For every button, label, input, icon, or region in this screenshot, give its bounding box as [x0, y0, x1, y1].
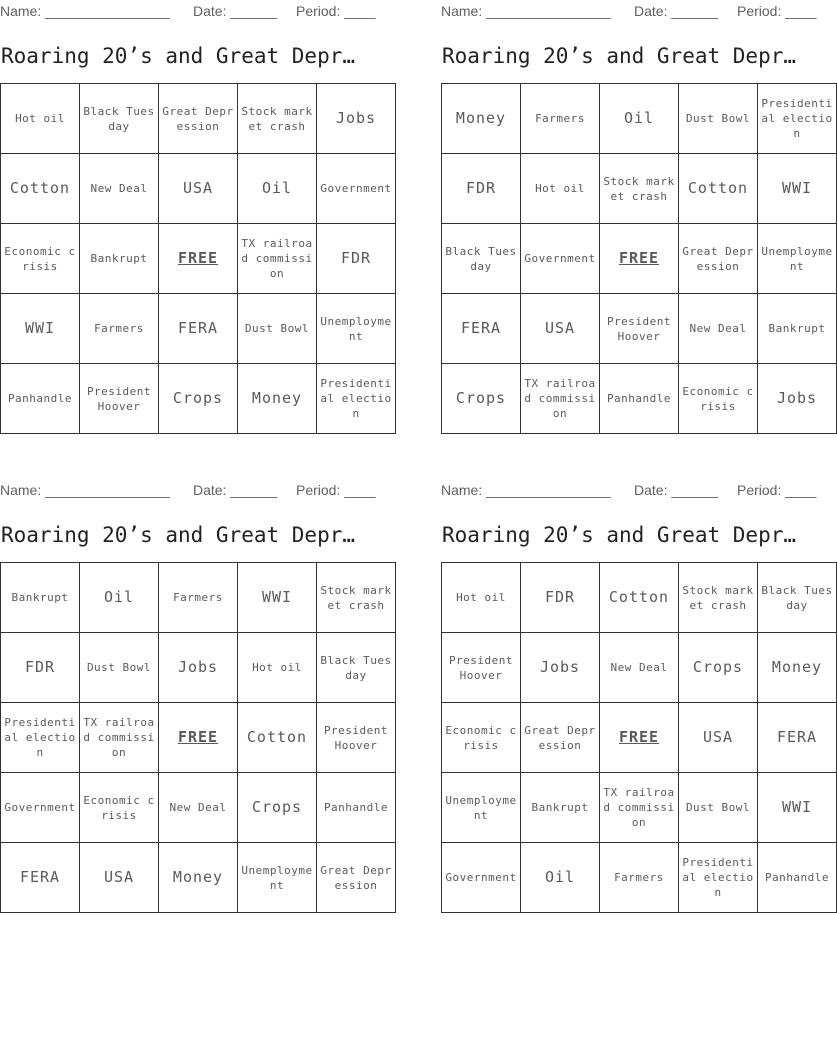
grid-cell: Jobs: [758, 364, 837, 434]
grid-cell: FERA: [159, 294, 238, 364]
grid-cell: New Deal: [600, 633, 679, 703]
grid-cell: USA: [679, 703, 758, 773]
card-title: Roaring 20’s and Great Depr…: [1, 523, 356, 547]
grid-cell: Government: [317, 154, 396, 224]
grid-row: [442, 703, 837, 773]
grid-cell: Unemployment: [758, 224, 837, 294]
grid-cell: Jobs: [521, 633, 600, 703]
grid-row: [442, 224, 837, 294]
name-field[interactable]: Name: ________________: [441, 482, 611, 498]
grid-row: [1, 843, 396, 913]
grid-cell: Presidential election: [317, 364, 396, 434]
grid-cell: Cotton: [1, 154, 80, 224]
grid-row: [1, 154, 396, 224]
bingo-grid: [441, 562, 837, 913]
grid-cell: Government: [521, 224, 600, 294]
grid-row: [1, 633, 396, 703]
grid-cell: Crops: [159, 364, 238, 434]
grid-cell: Stock market crash: [679, 563, 758, 633]
grid-cell: Jobs: [159, 633, 238, 703]
grid-row: [442, 773, 837, 843]
grid-cell: President Hoover: [80, 364, 159, 434]
grid-row: [1, 224, 396, 294]
grid-cell: President Hoover: [600, 294, 679, 364]
grid-cell: Economic crisis: [679, 364, 758, 434]
grid-cell: Black Tuesday: [80, 84, 159, 154]
grid-cell: Presidential election: [1, 703, 80, 773]
bingo-card-2: [441, 0, 833, 432]
grid-row: [442, 843, 837, 913]
bingo-grid: [0, 562, 396, 913]
grid-cell: President Hoover: [442, 633, 521, 703]
grid-cell: New Deal: [159, 773, 238, 843]
grid-cell: Presidential election: [758, 84, 837, 154]
grid-cell: Unemployment: [317, 294, 396, 364]
free-space: FREE: [600, 224, 679, 294]
grid-cell: Dust Bowl: [679, 773, 758, 843]
card-header: [441, 482, 816, 498]
grid-cell: Panhandle: [758, 843, 837, 913]
grid-cell: Unemployment: [238, 843, 317, 913]
grid-cell: TX railroad commission: [238, 224, 317, 294]
grid-cell: Stock market crash: [317, 563, 396, 633]
grid-cell: Dust Bowl: [679, 84, 758, 154]
grid-cell: Oil: [600, 84, 679, 154]
grid-cell: Crops: [679, 633, 758, 703]
bingo-card-4: [441, 479, 833, 911]
card-title: Roaring 20’s and Great Depr…: [442, 523, 797, 547]
grid-cell: Panhandle: [317, 773, 396, 843]
grid-cell: Unemployment: [442, 773, 521, 843]
grid-cell: Stock market crash: [600, 154, 679, 224]
grid-cell: New Deal: [679, 294, 758, 364]
grid-row: [442, 154, 837, 224]
grid-cell: Economic crisis: [442, 703, 521, 773]
grid-cell: Money: [159, 843, 238, 913]
grid-cell: Black Tuesday: [317, 633, 396, 703]
grid-cell: USA: [521, 294, 600, 364]
grid-cell: Cotton: [679, 154, 758, 224]
grid-cell: Crops: [238, 773, 317, 843]
grid-cell: Jobs: [317, 84, 396, 154]
grid-cell: Presidential election: [679, 843, 758, 913]
bingo-grid: [441, 83, 837, 434]
grid-cell: Dust Bowl: [238, 294, 317, 364]
free-space: FREE: [159, 703, 238, 773]
grid-cell: Farmers: [159, 563, 238, 633]
grid-cell: Great Depression: [521, 703, 600, 773]
grid-row: [442, 294, 837, 364]
grid-cell: Oil: [80, 563, 159, 633]
grid-cell: FDR: [442, 154, 521, 224]
period-field[interactable]: Period: ____: [737, 482, 817, 498]
grid-cell: WWI: [758, 154, 837, 224]
grid-cell: Cotton: [600, 563, 679, 633]
grid-row: [1, 563, 396, 633]
grid-cell: Dust Bowl: [80, 633, 159, 703]
grid-cell: TX railroad commission: [600, 773, 679, 843]
grid-cell: Government: [1, 773, 80, 843]
grid-cell: FDR: [1, 633, 80, 703]
grid-cell: Black Tuesday: [758, 563, 837, 633]
grid-cell: Great Depression: [679, 224, 758, 294]
card-header: [441, 3, 816, 19]
date-field[interactable]: Date: ______: [193, 3, 278, 19]
bingo-card-3: [0, 479, 392, 911]
grid-cell: Hot oil: [442, 563, 521, 633]
card-header: [0, 3, 375, 19]
date-field[interactable]: Date: ______: [634, 482, 719, 498]
grid-cell: Money: [238, 364, 317, 434]
grid-cell: Stock market crash: [238, 84, 317, 154]
grid-cell: Bankrupt: [758, 294, 837, 364]
grid-row: [1, 84, 396, 154]
free-space: FREE: [159, 224, 238, 294]
grid-cell: TX railroad commission: [80, 703, 159, 773]
bingo-grid: [0, 83, 396, 434]
grid-cell: FDR: [317, 224, 396, 294]
grid-cell: Crops: [442, 364, 521, 434]
period-field[interactable]: Period: ____: [737, 3, 817, 19]
grid-cell: USA: [80, 843, 159, 913]
grid-cell: Bankrupt: [1, 563, 80, 633]
grid-cell: Oil: [238, 154, 317, 224]
grid-cell: Economic crisis: [80, 773, 159, 843]
grid-cell: FDR: [521, 563, 600, 633]
grid-row: [1, 364, 396, 434]
grid-cell: Farmers: [600, 843, 679, 913]
grid-cell: FERA: [758, 703, 837, 773]
grid-cell: Farmers: [80, 294, 159, 364]
grid-cell: President Hoover: [317, 703, 396, 773]
grid-cell: WWI: [1, 294, 80, 364]
grid-row: [1, 703, 396, 773]
grid-cell: Hot oil: [1, 84, 80, 154]
grid-cell: FERA: [442, 294, 521, 364]
grid-cell: Bankrupt: [80, 224, 159, 294]
name-field[interactable]: Name: ________________: [0, 482, 170, 498]
date-field[interactable]: Date: ______: [634, 3, 719, 19]
grid-cell: Government: [442, 843, 521, 913]
card-title: Roaring 20’s and Great Depr…: [442, 44, 797, 68]
grid-cell: Panhandle: [1, 364, 80, 434]
grid-cell: Farmers: [521, 84, 600, 154]
grid-cell: USA: [159, 154, 238, 224]
period-field[interactable]: Period: ____: [296, 3, 376, 19]
grid-cell: Oil: [521, 843, 600, 913]
card-title: Roaring 20’s and Great Depr…: [1, 44, 356, 68]
bingo-card-1: [0, 0, 392, 432]
grid-cell: Money: [758, 633, 837, 703]
grid-row: [1, 773, 396, 843]
card-header: [0, 482, 375, 498]
grid-cell: Panhandle: [600, 364, 679, 434]
grid-cell: New Deal: [80, 154, 159, 224]
name-field[interactable]: Name: ________________: [0, 3, 170, 19]
grid-cell: Great Depression: [317, 843, 396, 913]
period-field[interactable]: Period: ____: [296, 482, 376, 498]
grid-cell: Bankrupt: [521, 773, 600, 843]
grid-cell: Cotton: [238, 703, 317, 773]
name-field[interactable]: Name: ________________: [441, 3, 611, 19]
grid-cell: Money: [442, 84, 521, 154]
date-field[interactable]: Date: ______: [193, 482, 278, 498]
grid-cell: WWI: [238, 563, 317, 633]
grid-cell: Black Tuesday: [442, 224, 521, 294]
free-space: FREE: [600, 703, 679, 773]
grid-row: [442, 633, 837, 703]
grid-cell: FERA: [1, 843, 80, 913]
grid-row: [1, 294, 396, 364]
grid-row: [442, 563, 837, 633]
grid-cell: Great Depression: [159, 84, 238, 154]
grid-cell: WWI: [758, 773, 837, 843]
grid-cell: TX railroad commission: [521, 364, 600, 434]
grid-row: [442, 364, 837, 434]
grid-cell: Hot oil: [521, 154, 600, 224]
grid-cell: Hot oil: [238, 633, 317, 703]
grid-cell: Economic crisis: [1, 224, 80, 294]
grid-row: [442, 84, 837, 154]
